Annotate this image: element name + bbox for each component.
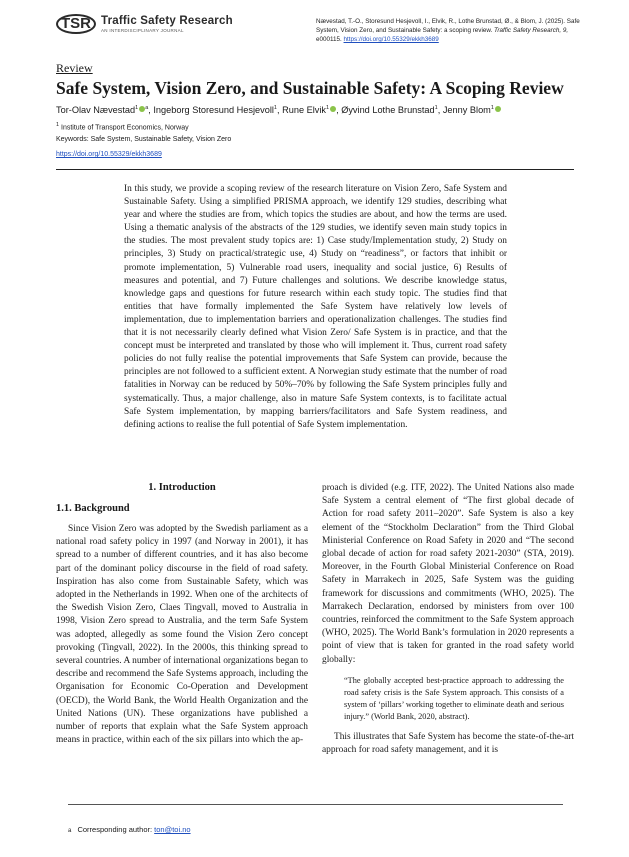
footnote-label: Corresponding author: xyxy=(77,825,153,834)
footnote-divider xyxy=(68,804,563,805)
divider xyxy=(56,169,574,170)
affiliation xyxy=(56,122,189,131)
author-name: Ingeborg Storesund Hesjevoll xyxy=(153,105,274,116)
block-quote: “The globally accepted best-practice approach to addressing the road safety crisis is the Safe System approach. This consists of a system of ‘pillars’ working together to eliminate death and serious injury.” (World Bank, 2020, abstract). xyxy=(344,675,564,721)
article-type-label: Review xyxy=(56,61,93,75)
corresponding-author-footnote xyxy=(68,825,191,834)
author-affiliation-sup: 1 xyxy=(273,105,277,111)
journal-logo xyxy=(56,14,233,34)
subsection-heading: 1.1. Background xyxy=(56,503,130,514)
logo-name: Traffic Safety Research xyxy=(101,15,233,27)
author-affiliation-sup: 1 xyxy=(326,105,330,111)
author-name: Øyvind Lothe Brunstad xyxy=(341,105,435,116)
author-affiliation-sup: 1 xyxy=(434,105,438,111)
author-corresponding-sup: a xyxy=(145,105,149,111)
orcid-icon[interactable] xyxy=(330,106,336,112)
page-title: Safe System, Vision Zero, and Sustainable Safety: A Scoping Review xyxy=(56,78,564,98)
body-column-right xyxy=(322,482,574,757)
section-heading: 1. Introduction xyxy=(148,482,216,493)
author-name: Jenny Blom xyxy=(442,105,491,116)
citation-journal: Traffic Safety Research, 9, xyxy=(494,27,569,34)
author-affiliation-sup: 1 xyxy=(490,105,494,111)
author-name: Tor-Olav Nævestad xyxy=(56,105,136,116)
citation-doi-link[interactable]: https://doi.org/10.55329/ekkh3689 xyxy=(343,36,439,43)
logo-mark: TSR xyxy=(56,14,96,34)
body-paragraph: Since Vision Zero was adopted by the Swedish parliament as a national road safety policy in 1997 (and Norway in 2001), it has spread to a number of different countries, and it has also become part of the dominant policy discourse in the field of road safety. Inspiration has also come from Sustainable Safety, which was adopted in the Netherlands in 1992. When one of the architects of the Swedish Vision Zero, Claes Tingvall, moved to Australia in 1998, Vision Zero spread to Australia, and the term Safe System was adopted, allegedly as some found the Vision Zero concept provoking (Tingvall, 2022). In the 2000s, this thinking spread to several countries. A number of international organizations began to describe and recommend the Safe Systems approach, including the Organisation for Economic Co-Operation and Development (OECD), the World Bank, the World Health Organization and the United Nations (UN). These organizations have published a number of reports that explain what the Safe System approach means in practice, within each of the six pillars into which the ap- xyxy=(56,524,308,746)
doi-link[interactable]: https://doi.org/10.55329/ekkh3689 xyxy=(56,151,162,158)
orcid-icon[interactable] xyxy=(495,106,501,112)
abstract: In this study, we provide a scoping review of the research literature on Vision Zero, Safe System and Sustainable Safety. Using a simplified PRISMA approach, we identify 129 studies, describing what year and where the studies are from, which topics the studies are about, and how the terms are used. Using a thematic analysis of the abstracts of the 129 studies, we identify seven main study topics in the studies. The most prevalent study topics are: 1) Case study/Implementation study, 2) Study on principles, 3) Study on practical/strategic use, 4) Study on “readiness”, or factors that inhibit or promote implementation, 5) Vulnerable road users, inequality and social justice, 6) Results of measures and potential, and 7) Future challenges and solutions. We describe knowledge status, knowledge gaps and questions for future research within each study topic. The studies find that entities that have formally implemented the Safe System have relatively low levels of implementation, due to implementation barriers and operationalization challenges. The studies find that it is not necessarily clearly defined what Vision Zero/ Safe System is in practice, and that the concept must be interpreted and translated by those who will implement it. Thus, current road safety policies do not fully realise the potential improvements that Safe System can provide, because the principles are not followed to a sufficient extent. A Norwegian study estimate that the number of road fatalities in Norway can be reduced by 50%–70% by following the Safe System principles fully and systematically. Thus, a major challenge, also in mature Safe System contexts, is to facilitate actual Safe System implementation, by mapping barriers/facilitators and Safe System readiness, and defining actions to realise the full potential of Safe System implementation. xyxy=(124,184,507,430)
body-column-left xyxy=(56,482,308,747)
keywords: Keywords: Safe System, Sustainable Safety, Vision Zero xyxy=(56,136,232,143)
affiliation-text: Institute of Transport Economics, Norway xyxy=(61,124,189,132)
author-email-link[interactable]: ton@toi.no xyxy=(154,825,191,834)
author-list: Tor-Olav Nævestad$^1$ $^a$, Ingeborg Storesund Hesjevoll$^1$, Rune Elvik$^1$ , Øyvind Lothe Brunstad$^1$, Jenny Blom$^1$ xyxy=(56,105,501,115)
body-paragraph: proach is divided (e.g. ITF, 2022). The United Nations also made Safe System a central element of “The first global decade of Action for road safety 2011–2020”. Safe System is also a key element of the “Stockholm Declaration” from the Third Global Ministerial Conference on Road Safety in 2020 and “The second global decade of action for road safety 2021-2030” (STA, 2019). Moreover, in the Fourth Global Ministerial Conference on Road Safety in Marrakech in 2025, Safe System was the guiding framework for discussions and commitments (WHO, 2025). The Marrakech Declaration, endorsed by ministers from over 100 countries, reinforced the commitment to the Safe System approach (WHO, 2025). The World Bank’s formulation in 2020 represents a point of view that is taken for granted in the road safety world globally: xyxy=(322,483,574,665)
logo-subtitle: AN INTERDISCIPLINARY JOURNAL xyxy=(101,28,184,33)
author-name: Rune Elvik xyxy=(282,105,327,116)
footnote-mark: a xyxy=(68,828,72,834)
affiliation-sup: 1 xyxy=(56,122,60,128)
author-affiliation-sup: 1 xyxy=(135,105,139,111)
citation-block xyxy=(316,17,591,44)
body-paragraph: This illustrates that Safe System has become the state-of-the-art approach for road safety management, and it is xyxy=(322,731,574,756)
citation-article: e000115. xyxy=(316,36,342,43)
citation-text: Nævestad, T.-O., Storesund Hesjevoll, I., Elvik, R., Lothe Brunstad, Ø., & Blom, J. (2025). Safe System, Vision Zero, and Sustainable Safety: a scoping review. xyxy=(316,18,580,34)
